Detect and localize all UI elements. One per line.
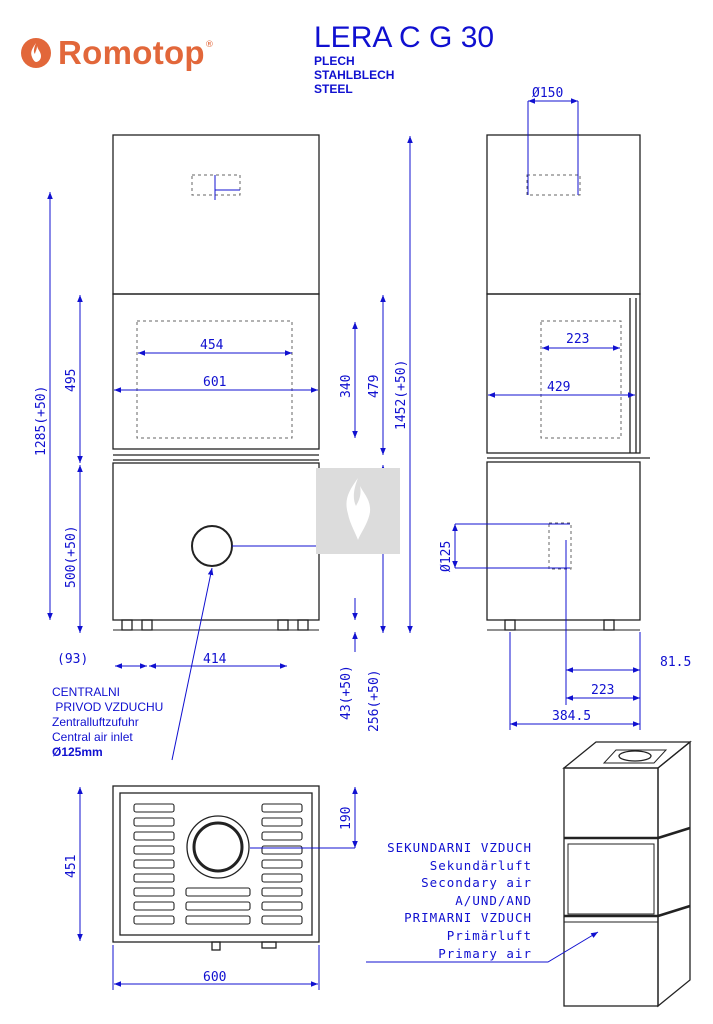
central-inlet-note xyxy=(52,685,163,760)
dim-81-5: 81.5 xyxy=(660,655,692,670)
dim-495: 495 xyxy=(64,368,79,392)
dim-1285: 1285(+50) xyxy=(34,385,49,456)
dim-256: 256(+50) xyxy=(367,669,382,732)
sek-line-3: Secondary air xyxy=(421,875,532,891)
dim-451: 451 xyxy=(64,854,79,878)
sek-line-1: SEKUNDARNI VZDUCH xyxy=(387,840,532,855)
plan-view xyxy=(113,786,319,950)
dim-414: 414 xyxy=(203,652,227,667)
isometric-view xyxy=(564,742,690,1006)
dim-1452: 1452(+50) xyxy=(394,359,409,430)
dim-384-5: 384.5 xyxy=(552,709,592,724)
dim-190: 190 xyxy=(339,806,354,830)
registered-mark: ® xyxy=(204,40,214,50)
note-line-3: Zentralluftzufuhr xyxy=(52,715,139,729)
material-en: STEEL xyxy=(314,82,353,96)
sek-line-4: A/UND/AND xyxy=(455,892,532,908)
note-line-5: Ø125mm xyxy=(52,745,103,759)
model-title: LERA C G 30 xyxy=(314,21,495,54)
dim-600: 600 xyxy=(203,970,227,985)
dim-125: Ø125 xyxy=(439,540,454,572)
dim-43: 43(+50) xyxy=(339,665,354,720)
sek-line-7: Primary air xyxy=(438,945,532,961)
dim-93: (93) xyxy=(57,652,89,667)
dim-223-bottom: 223 xyxy=(591,683,615,698)
watermark-flame-icon xyxy=(316,468,400,554)
note-line-4: Central air inlet xyxy=(52,730,133,744)
note-line-1: CENTRALNI xyxy=(52,685,121,699)
sek-line-6: Primärluft xyxy=(446,927,532,943)
brand-name: Romotop xyxy=(58,34,205,71)
secondary-air-note xyxy=(366,839,532,962)
dim-flue: Ø150 xyxy=(532,86,564,101)
sek-line-5: PRIMARNI VZDUCH xyxy=(404,910,532,926)
sek-line-2: Sekundärluft xyxy=(429,857,532,873)
dim-479: 479 xyxy=(367,374,382,398)
dim-454: 454 xyxy=(200,338,224,353)
dim-340: 340 xyxy=(339,374,354,398)
dim-223-top: 223 xyxy=(566,332,590,347)
dim-500: 500(+50) xyxy=(64,525,79,588)
dim-601: 601 xyxy=(203,375,227,390)
side-dimensions xyxy=(455,101,640,730)
note-line-2: PRIVOD VZDUCHU xyxy=(52,700,164,714)
material-cz: PLECH xyxy=(314,54,355,68)
dim-429: 429 xyxy=(547,380,571,395)
material-de: STAHLBLECH xyxy=(314,68,395,82)
front-dimensions xyxy=(50,136,410,666)
